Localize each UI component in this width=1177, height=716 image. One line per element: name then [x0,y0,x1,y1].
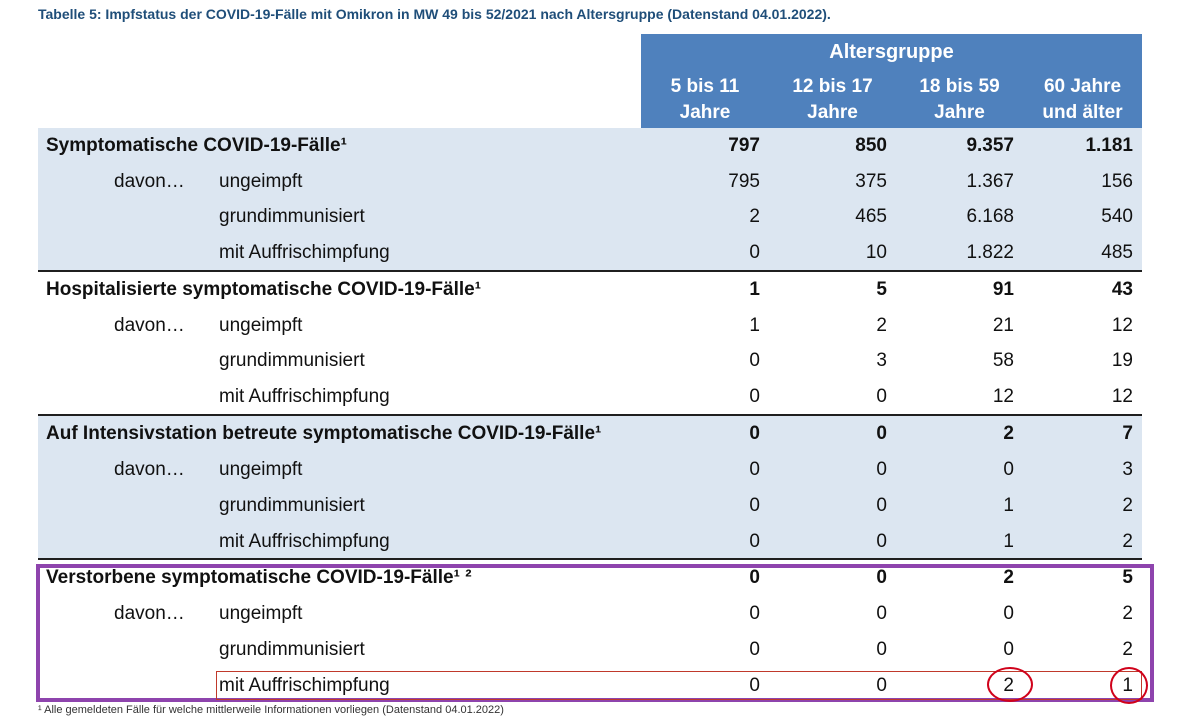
cell-value: 1.822 [966,242,1014,263]
cell-value: 795 [728,171,760,192]
table-row [38,524,1142,560]
highlight-circle-18-59 [987,667,1033,702]
cell-value: 156 [1101,171,1133,192]
cell-value: 2 [876,315,887,336]
cell-value: 0 [749,567,760,588]
cell-value: 6.168 [966,206,1014,227]
cell-value: 2 [1122,531,1133,552]
cell-value: 2 [1122,603,1133,624]
column-header-line2: und älter [1042,102,1123,123]
column-header-18-59 [896,74,1023,126]
cell-value: 850 [855,135,887,156]
cell-value: 0 [749,350,760,371]
cell-value: 10 [865,242,887,263]
section-title: Verstorbene symptomatische COVID-19-Fälle¹ ² [46,567,472,588]
row-label: ungeimpft [219,171,303,192]
cell-value: 1 [1003,531,1014,552]
cell-value: 0 [876,459,887,480]
row-label: mit Auffrischimpfung [219,386,390,407]
row-label: grundimmunisiert [219,495,365,516]
cell-value: 5 [1122,567,1133,588]
cell-value: 0 [749,531,760,552]
cell-value: 0 [876,639,887,660]
cell-value: 0 [749,603,760,624]
cell-value: 2 [749,206,760,227]
davon-label: davon… [114,315,185,336]
row-label: ungeimpft [219,603,303,624]
cell-value: 58 [992,350,1014,371]
cell-value: 0 [749,675,760,696]
cell-value: 3 [1122,459,1133,480]
cell-value: 375 [855,171,887,192]
table-row [38,199,1142,235]
cell-value: 0 [1003,603,1014,624]
cell-value: 0 [876,567,887,588]
cell-value: 0 [876,531,887,552]
column-header-line2: Jahre [934,102,985,123]
row-label: grundimmunisiert [219,206,365,227]
cell-value: 0 [876,675,887,696]
cell-value: 0 [749,639,760,660]
column-header-line1: 60 Jahre [1043,76,1122,97]
cell-value: 12 [1111,315,1133,336]
cell-value: 9.357 [966,135,1014,156]
table-row-total [38,416,1142,452]
davon-label: davon… [114,459,185,480]
cell-value: 1.367 [966,171,1014,192]
section-title: Auf Intensivstation betreute symptomatische COVID-19-Fälle¹ [46,423,602,444]
cell-value: 0 [749,495,760,516]
header-group-label: Altersgruppe [829,41,954,63]
table-row [38,452,1142,488]
cell-value: 2 [1122,639,1133,660]
column-header-12-17 [769,74,896,126]
cell-value: 1 [749,315,760,336]
cell-value: 7 [1122,423,1133,444]
cell-value: 5 [876,279,887,300]
cell-value: 797 [728,135,760,156]
cell-value: 0 [749,423,760,444]
cell-value: 0 [1003,639,1014,660]
table-row [38,488,1142,524]
column-header-line1: 5 bis 11 [670,76,740,97]
column-header-line2: Jahre [807,102,858,123]
column-header-5-11 [641,74,769,126]
table-row-total [38,272,1142,308]
cell-value: 21 [992,315,1014,336]
cell-value: 0 [876,386,887,407]
column-header-line2: Jahre [679,102,731,123]
table-title: Tabelle 5: Impfstatus der COVID-19-Fälle mit Omikron in MW 49 bis 52/2021 nach Altersgruppe (Datenstand 04.01.2022). [38,6,831,22]
davon-label: davon… [114,171,185,192]
cell-value: 12 [1111,386,1133,407]
cell-value: 43 [1111,279,1133,300]
row-label: ungeimpft [219,315,303,336]
row-label: mit Auffrischimpfung [219,242,390,263]
cell-value: 1 [1122,675,1133,696]
cell-value: 1 [1003,495,1014,516]
section-title: Symptomatische COVID-19-Fälle¹ [46,135,347,156]
cell-value: 0 [749,242,760,263]
cell-value: 0 [749,386,760,407]
column-header-line1: 18 bis 59 [919,76,1000,97]
cell-value: 0 [876,603,887,624]
cell-value: 0 [749,459,760,480]
cell-value: 0 [876,495,887,516]
table-row [38,308,1142,344]
cell-value: 0 [1003,459,1014,480]
cell-value: 0 [876,423,887,444]
davon-label: davon… [114,603,185,624]
highlight-circle-60-plus [1110,667,1148,704]
table-row [38,343,1142,379]
row-label: grundimmunisiert [219,350,365,371]
cell-value: 465 [855,206,887,227]
cell-value: 19 [1111,350,1133,371]
table-row [38,235,1142,271]
column-header-line1: 12 bis 17 [792,76,873,97]
cell-value: 1 [749,279,760,300]
cell-value: 1.181 [1085,135,1133,156]
section-title: Hospitalisierte symptomatische COVID-19-Fälle¹ [46,279,482,300]
cell-value: 485 [1101,242,1133,263]
cell-value: 3 [876,350,887,371]
cell-value: 540 [1101,206,1133,227]
table-row [38,164,1142,200]
cell-value: 2 [1122,495,1133,516]
cell-value: 12 [992,386,1014,407]
table-row-total [38,128,1142,164]
cell-value: 2 [1003,423,1014,444]
row-label: mit Auffrischimpfung [219,675,390,696]
cell-value: 2 [1003,567,1014,588]
footnote: ¹ Alle gemeldeten Fälle für welche mittlerweile Informationen vorliegen (Datenstand 04.01.2022) [38,704,504,716]
column-header-60-plus [1023,74,1142,126]
table-row [38,379,1142,415]
row-label: mit Auffrischimpfung [219,531,390,552]
cell-value: 2 [1003,675,1014,696]
row-label: ungeimpft [219,459,303,480]
row-label: grundimmunisiert [219,639,365,660]
cell-value: 91 [992,279,1014,300]
